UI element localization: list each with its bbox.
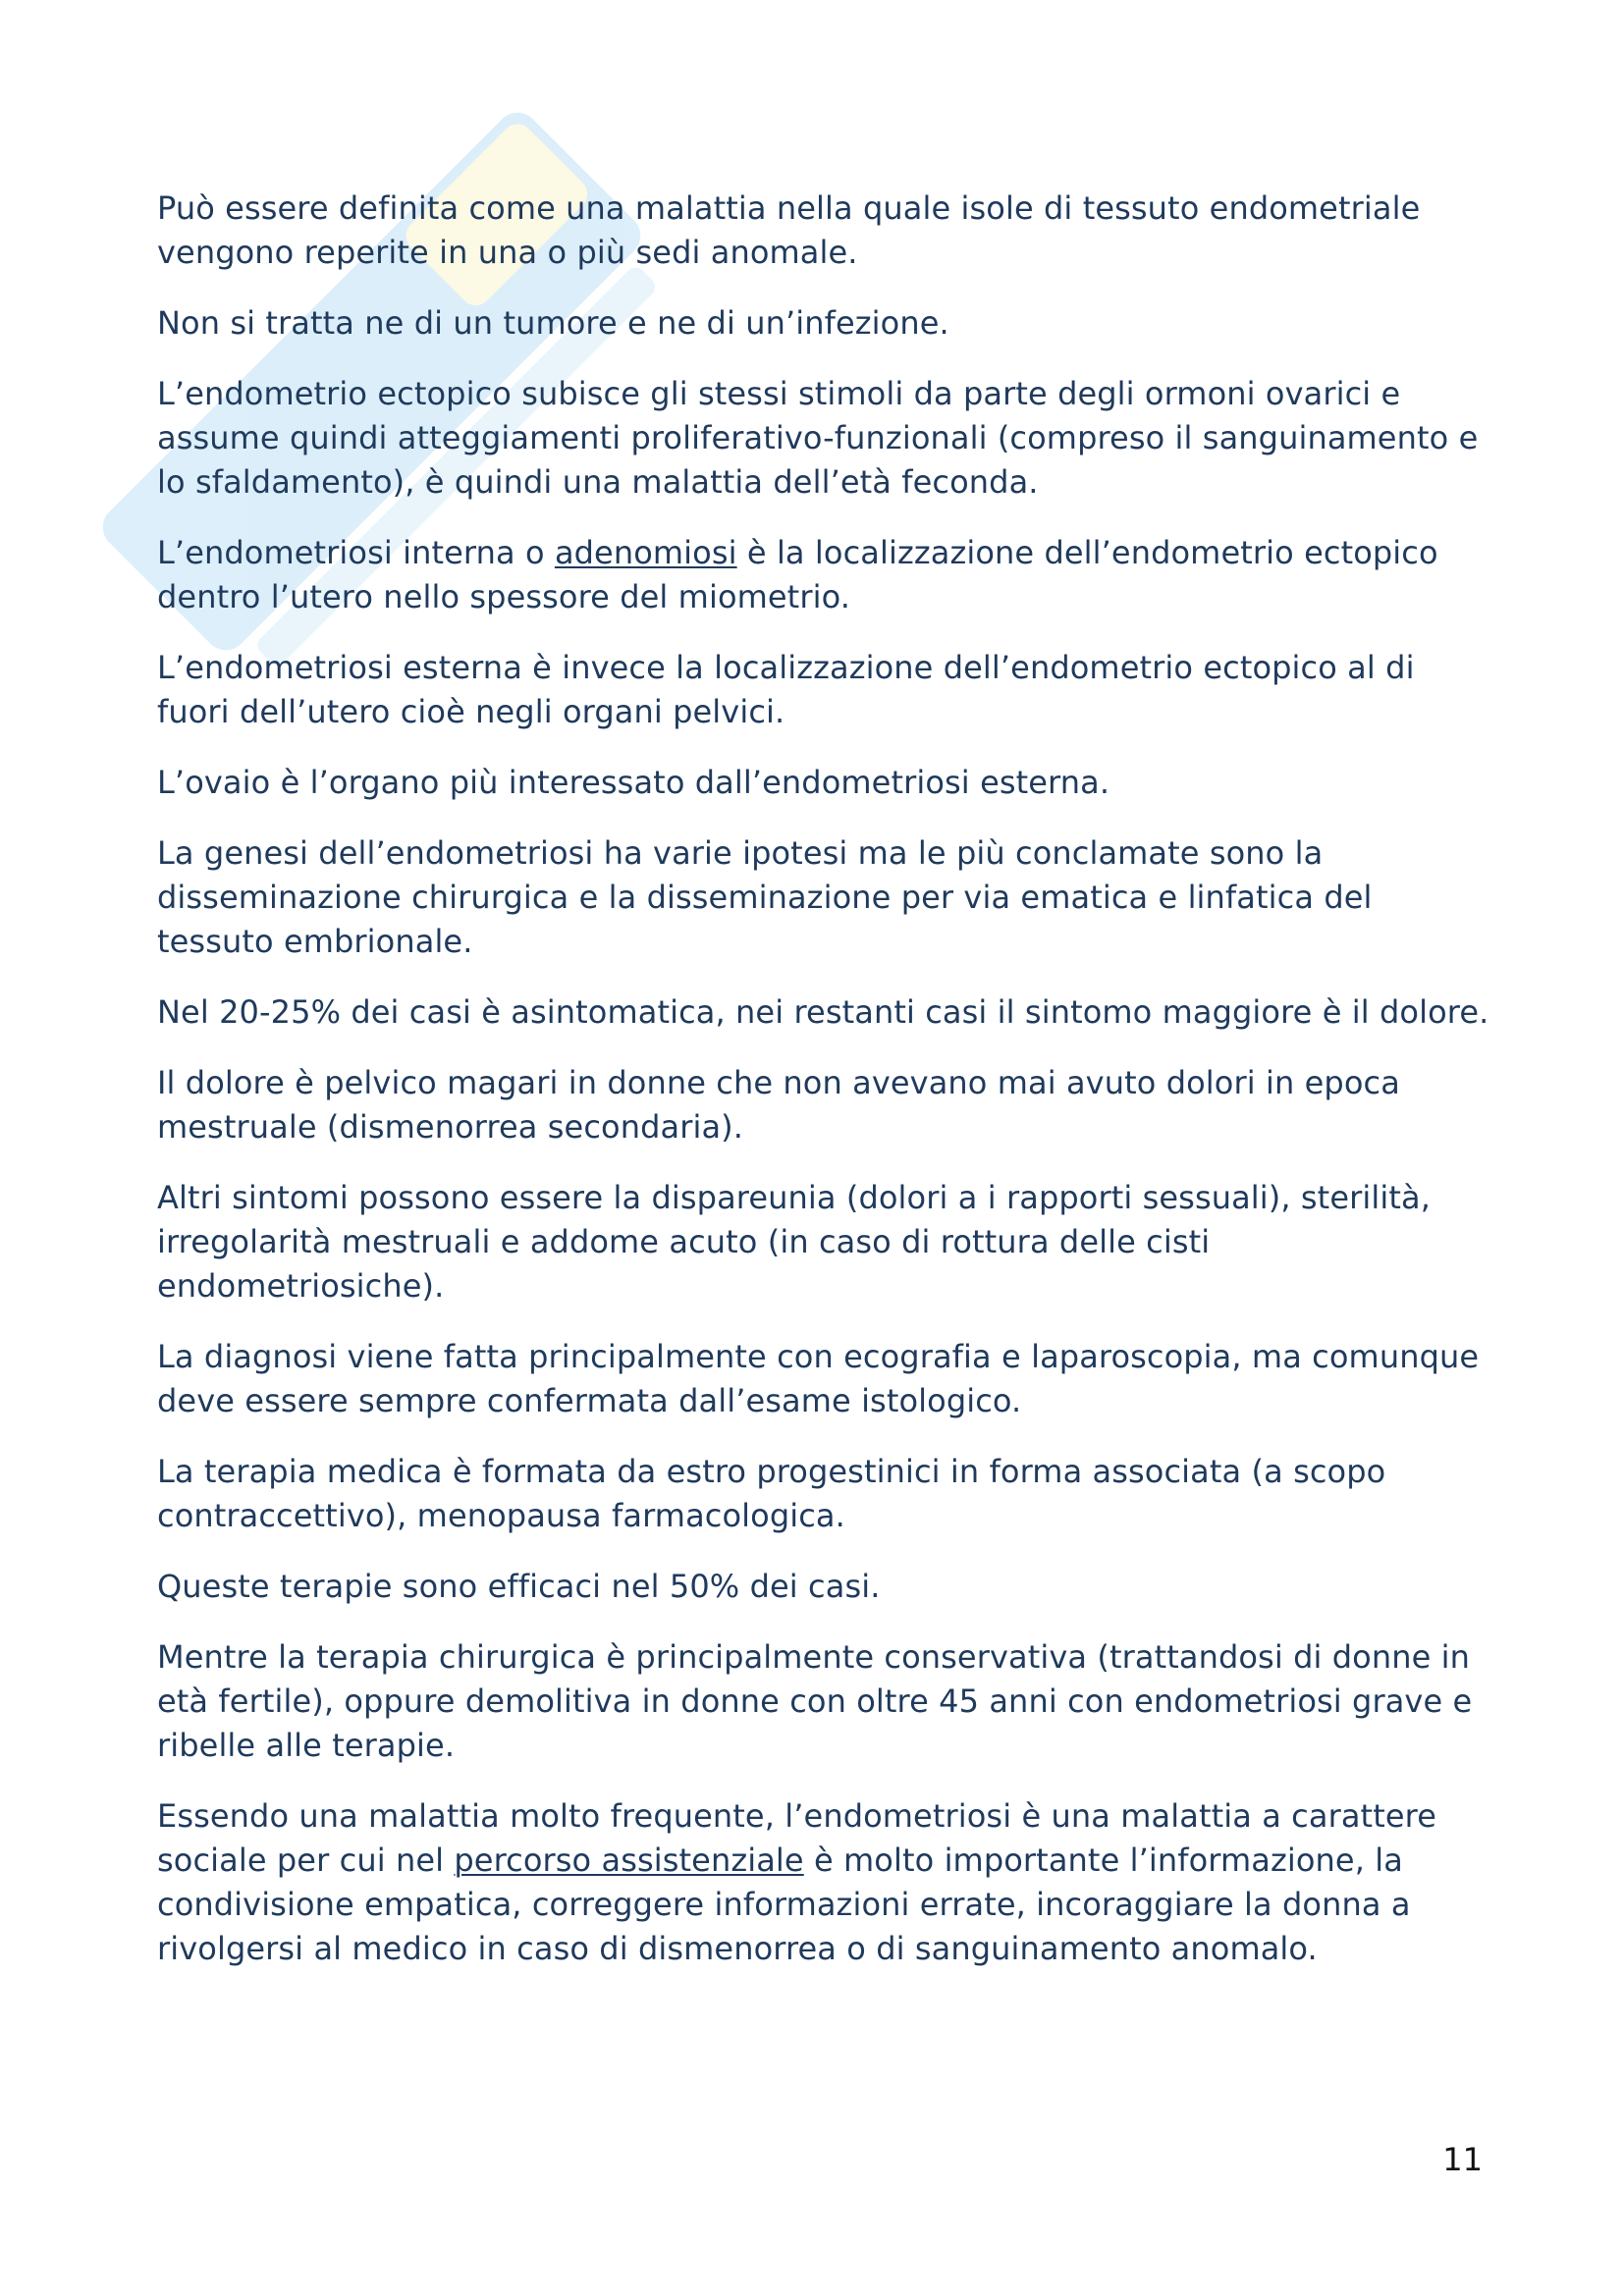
- paragraph-not-tumor: Non si tratta ne di un tumore e ne di un’infezione.: [157, 304, 949, 342]
- paragraph-ectopic-endometrium: L’endometrio ectopico subisce gli stessi stimoli da parte degli ormoni ovarici e assume quindi atteggiamenti proliferativo-funzionali (compreso il sanguinamento e lo sfaldamento), è quindi una malattia dell’età feconda.: [157, 375, 1479, 501]
- paragraph-other-symptoms: Altri sintomi possono essere la dispareunia (dolori a i rapporti sessuali), sterilità, irregolarità mestruali e addome acuto (in caso di rottura delle cisti endometriosiche).: [157, 1179, 1431, 1305]
- paragraph-diagnosis: La diagnosi viene fatta principalmente con ecografia e laparoscopia, ma comunque deve essere sempre confermata dall’esame istologico.: [157, 1338, 1480, 1419]
- paragraph-external-endometriosis: L’endometriosi esterna è invece la localizzazione dell’endometrio ectopico al di fuori dell’utero cioè negli organi pelvici.: [157, 649, 1415, 730]
- paragraph-text: L’endometriosi interna o: [157, 534, 555, 571]
- paragraph-ovary: L’ovaio è l’organo più interessato dall’endometriosi esterna.: [157, 764, 1110, 801]
- page-number: 11: [1442, 2141, 1483, 2178]
- paragraph-therapy-efficacy: Queste terapie sono efficaci nel 50% dei casi.: [157, 1568, 881, 1605]
- document-body: [157, 187, 1492, 1998]
- paragraph-text: Essendo una malattia molto frequente, l’endometriosi è una malattia a carattere sociale per cui nel: [157, 1797, 1436, 1879]
- paragraph-text: è molto importante l’informazione, la condivisione empatica, correggere informazioni errate, incoraggiare la donna a rivolgersi al medico in caso di dismenorrea o di sanguinamento anomalo.: [157, 1842, 1411, 1967]
- paragraph-surgical-therapy: Mentre la terapia chirurgica è principalmente conservativa (trattandosi di donne in età fertile), oppure demolitiva in donne con oltre 45 anni con endometriosi grave e ribelle alle terapie.: [157, 1638, 1473, 1764]
- adenomiosi-link[interactable]: adenomiosi: [554, 534, 737, 571]
- paragraph-medical-therapy: La terapia medica è formata da estro progestinici in forma associata (a scopo contraccettivo), menopausa farmacologica.: [157, 1453, 1386, 1534]
- paragraph-asymptomatic: Nel 20-25% dei casi è asintomatica, nei restanti casi il sintomo maggiore è il dolore.: [157, 993, 1489, 1031]
- percorso-assistenziale-link[interactable]: percorso assistenziale: [454, 1842, 804, 1879]
- paragraph-text: è la localizzazione dell’endometrio ectopico dentro l’utero nello spessore del miometrio.: [157, 534, 1438, 615]
- paragraph-care-pathway: [157, 1794, 1492, 1971]
- paragraph-internal-endometriosis: [157, 531, 1492, 619]
- paragraph-pelvic-pain: Il dolore è pelvico magari in donne che non avevano mai avuto dolori in epoca mestruale (dismenorrea secondaria).: [157, 1064, 1400, 1146]
- paragraph-genesis: La genesi dell’endometriosi ha varie ipotesi ma le più conclamate sono la disseminazione chirurgica e la disseminazione per via ematica e linfatica del tessuto embrionale.: [157, 834, 1373, 960]
- paragraph-definition: Può essere definita come una malattia nella quale isole di tessuto endometriale vengono reperite in una o più sedi anomale.: [157, 189, 1421, 271]
